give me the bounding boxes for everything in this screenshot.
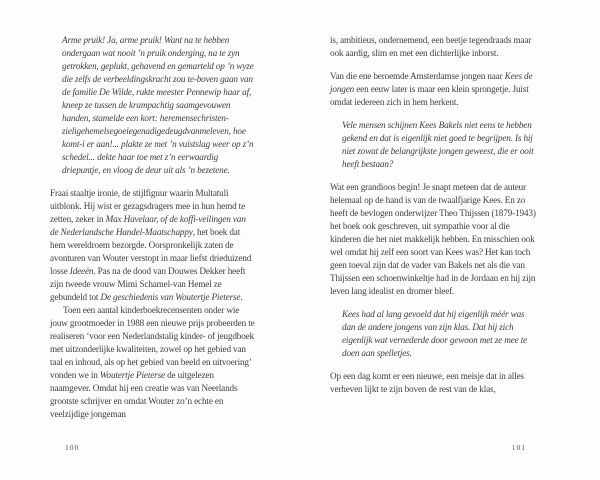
text-segment: een eeuw later is maar een klein sprongetje. Juist omdat iedereen zich in hem herkent. (330, 84, 529, 107)
page-right-number: 101 (511, 443, 526, 452)
page-right-text (330, 34, 536, 396)
italic-text-segment: Kees de jongen (330, 71, 533, 94)
text-segment: , het boek dat hem wereldroem bezorgde. Oorspronkelijk zaten de avonturen van Wouter verstopt in maar liefst drieduizend losse (50, 227, 252, 276)
text-segment: Toen een aantal kinderboekrecensenten onder wie jouw grootmoeder in 1988 een nieuwe prijs probeerden te realiseren ‘voor een Nederlandstalig kinder- of jeugdboek met uitzonderlijke kwaliteiten, zowel op het gebied van taal en inhoud, als op het gebied van beeld en uitvoering’ vonden we in (50, 305, 255, 380)
body-paragraph (50, 187, 256, 304)
page-left-number: 100 (65, 443, 80, 452)
text-segment: . Pas na de dood van Douwes Dekker heeft zijn tweede vrouw Mimi Schamel-van Hemel ze gebundeld tot (50, 266, 246, 302)
text-segment: Op een dag komt er een nieuwe, een meisje dat in alles verheven lijkt te zijn boven de rest van de klas, (330, 371, 524, 394)
text-segment: Wat een grandioos begin! Je snapt meteen dat de auteur helemaal op de hand is van de twaalfjarige Kees. En zo heeft de bevlogen onderwijzer Theo Thijssen (1879-1943) het boek ook geschreven, uit sympathie voor al die kinderen die het niet makkelijk hebben. En misschien ook wel omdat hij zelf een soort van Kees was? Het kan toch geen toeval zijn dat de vader van Bakels net als die van Thijssen een schoenwinkeltje had in de Jordaan en hij zijn leven lang idealist en dromer bleef. (330, 182, 536, 296)
body-paragraph (330, 181, 536, 298)
italic-text-segment: Vele mensen schijnen Kees Bakels niet eens te hebben gekend en dat is eigenlijk niet goed te begrijpen. Is hij niet zowat de belangrijkste jongen geweest, die er ooit heeft bestaan? (342, 120, 534, 169)
text-segment: de uitgelezen naamgever. Omdat hij een creatie was van Neerlands grootste schrijver en omdat Wouter zo’n echte en veelzijdige jongeman (50, 370, 238, 419)
text-segment: . (240, 292, 243, 302)
body-paragraph (330, 370, 536, 396)
italic-text-segment: De geschiedenis van Woutertje Pieterse (100, 292, 241, 302)
text-segment: Fraai staaltje ironie, de stijlfiguur waarin Multatuli uitblonk. Hij wist er gezagsdragers mee in hun hemd te zetten, zeker in (50, 188, 245, 224)
body-paragraph (50, 304, 256, 421)
text-segment: is, ambitieus, ondernemend, een beetje tegendraads maar ook aardig, slim en met een dichterlijke inborst. (330, 35, 532, 58)
quote-paragraph (330, 119, 536, 171)
page-left-text (50, 34, 256, 421)
italic-text-segment: Ideeën (69, 266, 94, 276)
body-paragraph (330, 70, 536, 109)
italic-text-segment: Kees had al lang gevoeld dat hij eigenlijk méér was dan de andere jongens van zijn klas. Dat hij zich eigenlijk wat vernederde door gewoon met ze mee te doen aan spelletjes. (342, 309, 528, 358)
italic-text-segment: Arme pruik! Ja, arme pruik! Want na te hebben ondergaan wat nooit ’n pruik onderging, na te zyn getrokken, geplukt, gehavend en gemarteld op ’n wyze die zelfs de verbeeldingskracht zou te-boven gaan van de familie De Wilde, rukte meester Pennewip haar af, kneep ze tussen de krampachtig saamgevouwen handen, stamelde een kort: heremensechristen-zieligehemelsegoeiegenadigedeugdvanmeleven, hoe komt-i er aan!... plakte ze met ’n vuistslag weer op z’n schedel... dekte haar toe met z’n eerwaardig driepuntje, en vloog de deur uit als ’n bezetene. (62, 35, 254, 175)
quote-paragraph (50, 34, 256, 177)
italic-text-segment: Max Havelaar, of de koffi-veilingen van de Nederlandsche Handel-Maatschappy (50, 214, 246, 237)
body-paragraph (330, 34, 536, 60)
text-segment: Van die ene beroemde Amsterdamse jongen naar (330, 71, 505, 81)
italic-text-segment: Woutertje Pieterse (99, 370, 165, 380)
quote-paragraph (330, 308, 536, 360)
